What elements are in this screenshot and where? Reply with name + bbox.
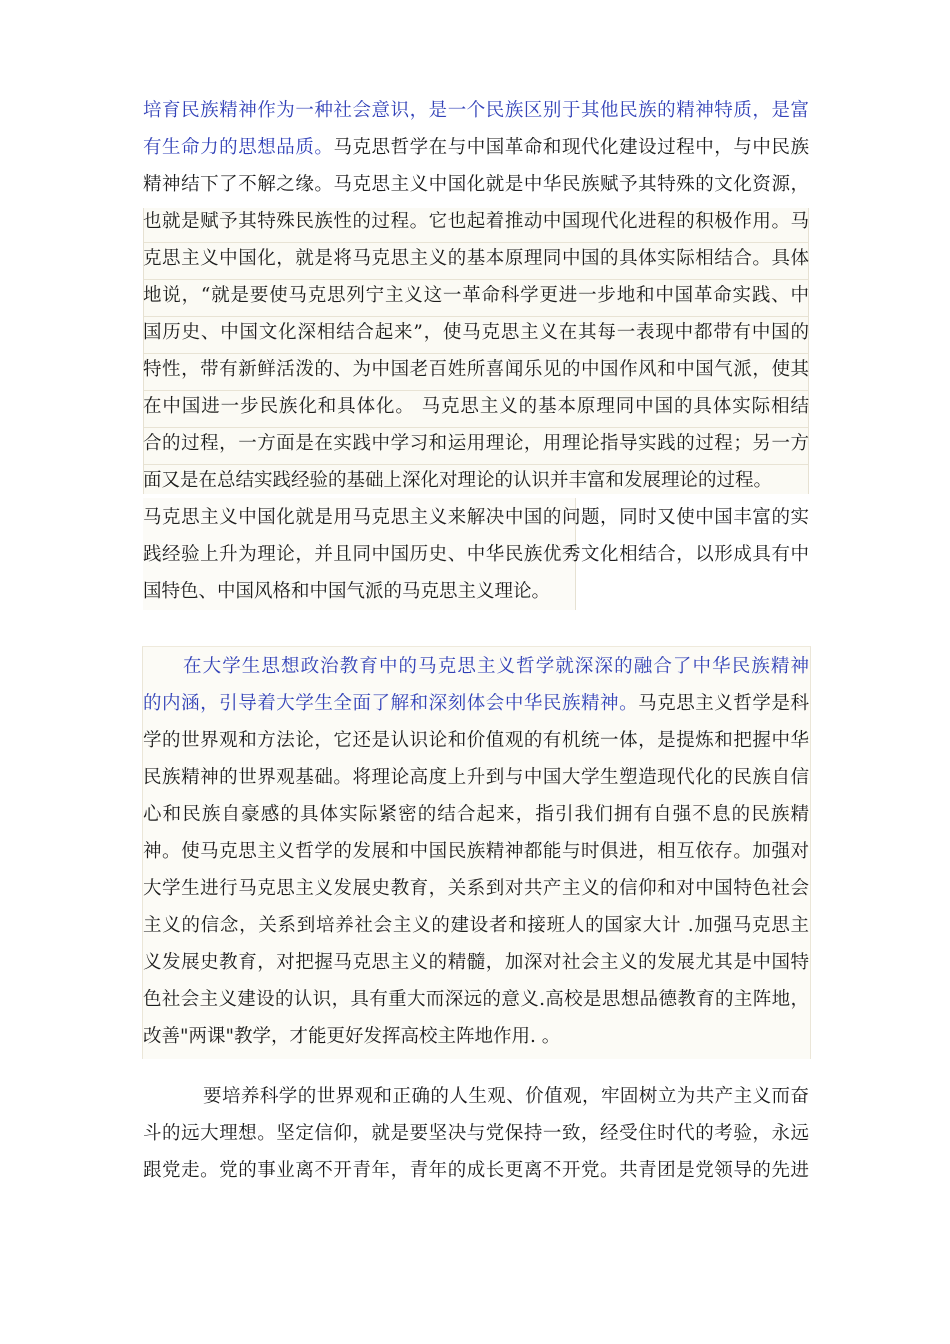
text-line: 合的过程，一方面是在实践中学习和运用理论，用理论指导实践的过程；另一方: [143, 433, 809, 454]
text-line: 斗的远大理想。坚定信仰，就是要坚决与党保持一致，经受住时代的考验，永远: [143, 1123, 809, 1144]
text-line: 心和民族自豪感的具体实际紧密的结合起来，指引我们拥有自强不息的民族精: [143, 804, 809, 825]
paragraph-3: [143, 1078, 809, 1189]
text-line: 面又是在总结实践经验的基础上深化对理论的认识并丰富和发展理论的过程。: [143, 470, 773, 491]
text-line: 地说，“就是要使马克思列宁主义这一革命科学更进一步地和中国革命实践、中: [143, 285, 809, 306]
text-line: 跟党走。党的事业离不开青年，青年的成长更离不开党。共青团是党领导的先进: [143, 1160, 809, 1181]
text-line: 主义的信念，关系到培养社会主义的建设者和接班人的国家大计 .加强马克思主: [143, 915, 809, 936]
text-line: 义发展史教育，对把握马克思主义的精髓，加深对社会主义的发展尤其是中国特: [143, 952, 809, 973]
text-line: 马克思主义中国化就是用马克思主义来解决中国的问题，同时又使中国丰富的实: [143, 507, 809, 528]
text-line: 民族精神的世界观基础。将理论高度上升到与中国大学生塑造现代化的民族自信: [143, 767, 809, 788]
text-line: 的内涵，引导着大学生全面了解和深刻体会中华民族精神。马克思主义哲学是科: [143, 693, 809, 714]
text-line: 要培养科学的世界观和正确的人生观、价值观，牢固树立为共产主义而奋: [203, 1086, 809, 1107]
paragraph-1: [143, 92, 809, 610]
text-line: 神。使马克思主义哲学的发展和中国民族精神都能与时俱进，相互依存。加强对: [143, 841, 809, 862]
text-line: 在中国进一步民族化和具体化。 马克思主义的基本原理同中国的具体实际相结: [143, 396, 809, 417]
text-line: 改善"两课"教学，才能更好发挥高校主阵地作用. 。: [143, 1026, 561, 1047]
text-line: 国特色、中国风格和中国气派的马克思主义理论。: [143, 581, 551, 602]
text-line: 培育民族精神作为一种社会意识，是一个民族区别于其他民族的精神特质，是富: [143, 100, 809, 121]
text-line: 学的世界观和方法论，它还是认识论和价值观的有机统一体，是提炼和把握中华: [143, 730, 809, 751]
text-line: 大学生进行马克思主义发展史教育，关系到对共产主义的信仰和对中国特色社会: [143, 878, 809, 899]
text-line: 也就是赋予其特殊民族性的过程。它也起着推动中国现代化进程的积极作用。马: [143, 211, 809, 232]
text-line: 国历史、中国文化深相结合起来”，使马克思主义在其每一表现中都带有中国的: [143, 322, 809, 343]
paragraph-2: [143, 648, 809, 1055]
text-line: 有生命力的思想品质。马克思哲学在与中国革命和现代化建设过程中，与中民族: [143, 137, 809, 158]
text-line: 精神结下了不解之缘。马克思主义中国化就是中华民族赋予其特殊的文化资源，: [143, 174, 809, 195]
text-line: 在大学生思想政治教育中的马克思主义哲学就深深的融合了中华民族精神: [183, 656, 809, 677]
text-line: 克思主义中国化，就是将马克思主义的基本原理同中国的具体实际相结合。具体: [143, 248, 809, 269]
text-line: 践经验上升为理论，并且同中国历史、中华民族优秀文化相结合，以形成具有中: [143, 544, 809, 565]
text-line: 特性，带有新鲜活泼的、为中国老百姓所喜闻乐见的中国作风和中国气派，使其: [143, 359, 809, 380]
text-line: 色社会主义建设的认识，具有重大而深远的意义.高校是思想品德教育的主阵地，: [143, 989, 809, 1010]
